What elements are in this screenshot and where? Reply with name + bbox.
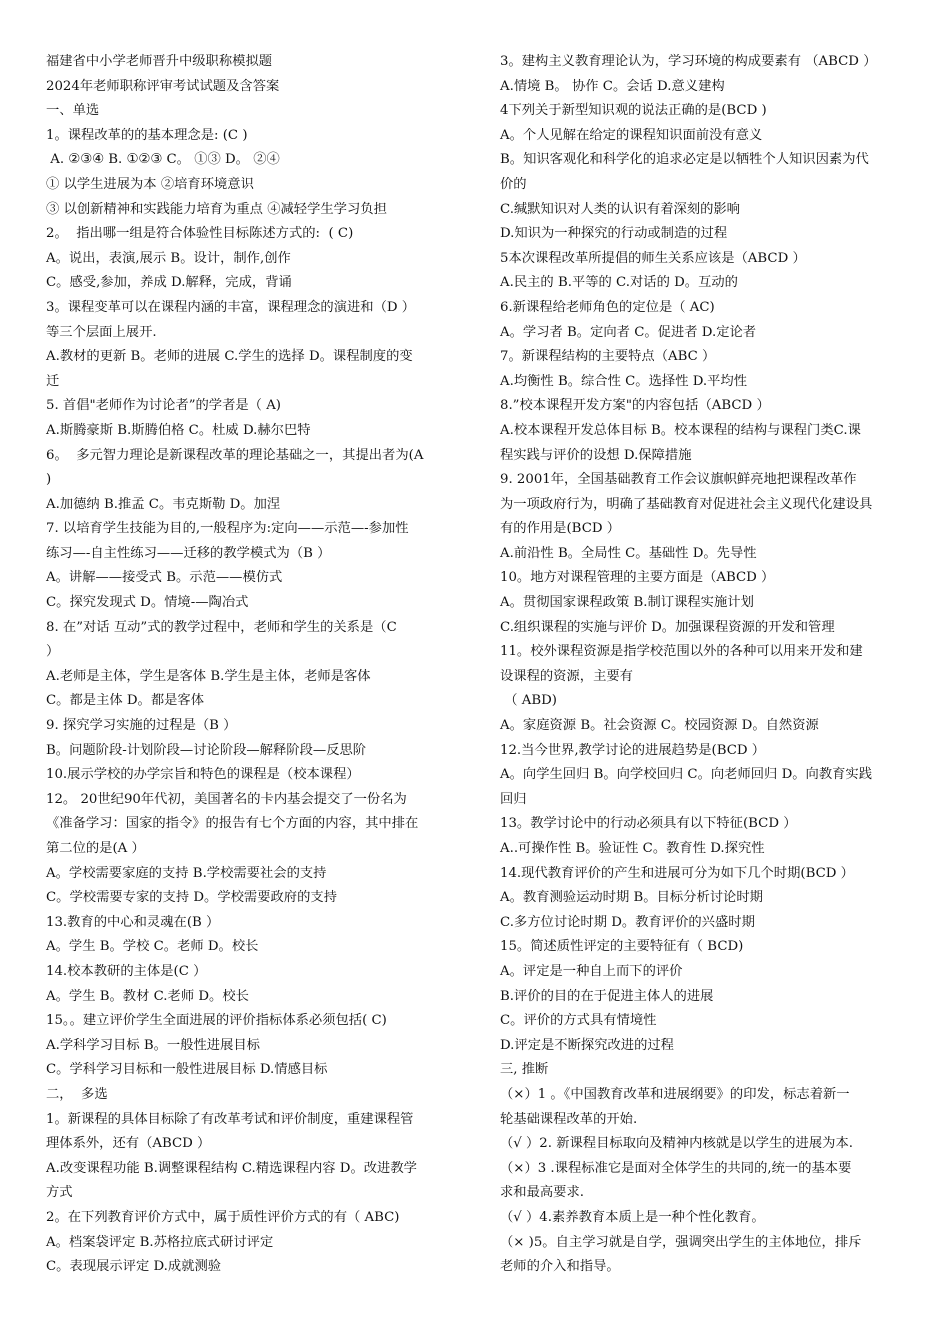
- text-line: A.斯腾豪斯 B.斯腾伯格 C。杜威 D.赫尔巴特: [46, 422, 311, 438]
- text-line: 13.教育的中心和灵魂在(B ）: [46, 914, 220, 930]
- text-line: C.组织课程的实施与评价 D。加强课程资源的开发和管理: [500, 619, 835, 635]
- text-line: A。学生 B。学校 C。老师 D。校长: [46, 939, 259, 955]
- text-line: 14.现代教育评价的产生和进展可分为如下几个时期(BCD ）: [500, 865, 854, 881]
- text-line: C.缄默知识对人类的认识有着深刻的影响: [500, 201, 740, 217]
- text-line: 3。课程变革可以在课程内涵的丰富，课程理念的演进和（D ）: [46, 299, 416, 315]
- text-line: （√ ）2. 新课程目标取向及精神内核就是以学生的进展为本.: [500, 1136, 853, 1152]
- text-line: ① 以学生进展为本 ②培育环境意识: [46, 176, 254, 192]
- text-line: 三, 推断: [500, 1062, 549, 1078]
- text-line: 4下列关于新型知识观的说法正确的是(BCD ): [500, 103, 767, 119]
- text-line: A。向学生回归 B。向学校回归 C。向老师回归 D。向教育实践: [500, 767, 873, 783]
- text-line: A. ②③④ B. ①②③ C。 ①③ D。 ②④: [46, 152, 280, 168]
- text-line: A.校本课程开发总体目标 B。校本课程的结构与课程门类C.课: [500, 422, 861, 438]
- text-line: 理体系外，还有（ABCD ）: [46, 1136, 211, 1152]
- text-line: A.前沿性 B。全局性 C。基础性 D。先导性: [500, 545, 757, 561]
- text-line: 《准备学习：国家的指令》的报告有七个方面的内容，其中排在: [46, 816, 419, 832]
- text-line: 程实践与评价的设想 D.保障措施: [500, 447, 692, 463]
- text-line: 6。 多元智力理论是新课程改革的理论基础之一，其提出者为(A: [46, 447, 424, 463]
- text-line: 有的作用是(BCD ）: [500, 521, 621, 537]
- text-line: 价的: [500, 176, 527, 192]
- text-line: 15。。建立评价学生全面进展的评价指标体系必须包括( C): [46, 1013, 387, 1029]
- text-line: A。说出，表演,展示 B。设计，制作,创作: [46, 250, 291, 266]
- text-line: A.老师是主体，学生是客体 B.学生是主体，老师是客体: [46, 668, 371, 684]
- text-line: 老师的介入和指导。: [500, 1259, 620, 1275]
- text-line: A.情境 B。 协作 C。会话 D.意义建构: [500, 78, 725, 94]
- text-line: 12.当今世界,教学讨论的进展趋势是(BCD ）: [500, 742, 766, 758]
- text-line: 6.新课程给老师角色的定位是（ AC): [500, 299, 715, 315]
- text-line: 2024年老师职称评审考试试题及含答案: [46, 78, 280, 94]
- text-line: A。家庭资源 B。社会资源 C。校园资源 D。自然资源: [500, 718, 819, 734]
- text-line: B。知识客观化和科学化的追求必定是以牺牲个人知识因素为代: [500, 152, 869, 168]
- text-line: 福建省中小学老师晋升中级职称模拟题: [46, 54, 273, 69]
- text-line: 2。在下列教育评价方式中，属于质性评价方式的有（ ABC): [46, 1209, 400, 1225]
- text-line: C。评价的方式具有情境性: [500, 1013, 657, 1029]
- text-line: A.均衡性 B。综合性 C。选择性 D.平均性: [500, 373, 748, 389]
- text-line: 求和最高要求.: [500, 1185, 585, 1201]
- text-line: 3。建构主义教育理论认为，学习环境的构成要素有 （ABCD ）: [500, 54, 877, 69]
- text-line: 5. 首倡"老师作为讨论者”的学者是（ A): [46, 398, 281, 414]
- text-line: 方式: [46, 1185, 73, 1201]
- text-line: D.评定是不断探究改进的过程: [500, 1037, 674, 1053]
- text-line: ③ 以创新精神和实践能力培育为重点 ④减轻学生学习负担: [46, 201, 387, 217]
- text-line: 5本次课程改革所提倡的师生关系应该是（ABCD ）: [500, 250, 806, 266]
- text-line: 9. 探究学习实施的过程是（B ）: [46, 718, 237, 734]
- text-line: C。学校需要专家的支持 D。学校需要政府的支持: [46, 890, 337, 906]
- text-line: 第二位的是(A ）: [46, 841, 145, 856]
- text-line: ): [46, 472, 52, 488]
- text-line: 7。新课程结构的主要特点（ABC ）: [500, 349, 716, 365]
- text-line: A。学习者 B。定向者 C。促进者 D.定论者: [500, 324, 757, 340]
- text-line: （√ ）4.素养教育本质上是一种个性化教育。: [500, 1209, 765, 1225]
- text-line: 10.展示学校的办学宗旨和特色的课程是（校本课程）: [46, 767, 360, 783]
- text-line: ）: [46, 644, 60, 660]
- text-line: 等三个层面上展开.: [46, 324, 157, 340]
- text-line: （×）1 。《中国教育改革和进展纲要》的印发，标志着新一: [500, 1086, 850, 1102]
- text-line: 回归: [500, 791, 527, 807]
- text-line: A.改变课程功能 B.调整课程结构 C.精选课程内容 D。改进教学: [46, 1160, 417, 1176]
- text-line: A。个人见解在给定的课程知识面前没有意义: [500, 127, 763, 143]
- text-line: 轮基础课程改革的开始.: [500, 1111, 638, 1127]
- text-line: 14.校本教研的主体是(C ）: [46, 963, 207, 979]
- text-line: 13。教学讨论中的行动必须具有以下特征(BCD ）: [500, 816, 797, 832]
- text-line: A..可操作性 B。验证性 C。教育性 D.探究性: [500, 841, 765, 856]
- text-line: （× )5。自主学习就是自学，强调突出学生的主体地位，排斥: [500, 1234, 862, 1250]
- text-line: 8. 在”对话 互动”式的教学过程中，老师和学生的关系是（C: [46, 619, 397, 635]
- text-line: （×）3 .课程标准它是面对全体学生的共同的,统一的基本要: [500, 1160, 852, 1176]
- text-line: C。学科学习目标和一般性进展目标 D.情感目标: [46, 1062, 328, 1078]
- text-line: 10。地方对课程管理的主要方面是（ABCD ）: [500, 570, 775, 586]
- text-line: D.知识为一种探究的行动或制造的过程: [500, 226, 728, 242]
- text-line: 迁: [46, 373, 60, 389]
- left-column: [46, 50, 454, 1280]
- text-line: A。贯彻国家课程政策 B.制订课程实施计划: [500, 595, 754, 611]
- text-line: 15。简述质性评定的主要特征有（ BCD): [500, 939, 744, 955]
- text-line: 为一项政府行为，明确了基础教育对促进社会主义现代化建设具: [500, 496, 873, 512]
- text-line: C。都是主体 D。都是客体: [46, 693, 205, 709]
- text-line: B.评价的目的在于促进主体人的进展: [500, 988, 714, 1004]
- text-line: C。探究发现式 D。情境-—陶冶式: [46, 595, 249, 611]
- text-line: 8.”校本课程开发方案"的内容包括（ABCD ）: [500, 398, 770, 414]
- text-line: 11。校外课程资源是指学校范围以外的各种可以用来开发和建: [500, 644, 863, 660]
- text-line: A。学校需要家庭的支持 B.学校需要社会的支持: [46, 865, 327, 881]
- text-line: A。档案袋评定 B.苏格拉底式研讨评定: [46, 1234, 274, 1250]
- text-line: 设课程的资源，主要有: [500, 668, 633, 684]
- text-line: 二， 多选: [46, 1086, 108, 1102]
- text-line: 12。 20世纪90年代初，美国著名的卡内基会提交了一份名为: [46, 791, 407, 807]
- text-line: A.民主的 B.平等的 C.对话的 D。互动的: [500, 275, 738, 291]
- text-line: 1。新课程的具体目标除了有改革考试和评价制度，重建课程管: [46, 1111, 414, 1127]
- text-line: C。表现展示评定 D.成就测验: [46, 1259, 222, 1275]
- text-line: A。讲解——接受式 B。示范——模仿式: [46, 570, 283, 586]
- text-line: 7. 以培育学生技能为目的,一般程序为:定向——示范—-参加性: [46, 521, 409, 537]
- text-line: A。教育测验运动时期 B。目标分析讨论时期: [500, 890, 763, 906]
- text-line: A.加德纳 B.推孟 C。韦克斯勒 D。加涅: [46, 496, 281, 512]
- text-line: A。评定是一种自上而下的评价: [500, 963, 683, 979]
- text-line: 一、单选: [46, 103, 100, 119]
- text-line: A.学科学习目标 B。一般性进展目标: [46, 1037, 260, 1053]
- text-line: C.多方位讨论时期 D。教育评价的兴盛时期: [500, 914, 755, 930]
- text-line: B。问题阶段-计划阶段—讨论阶段—解释阶段—反思阶: [46, 742, 367, 758]
- text-line: A。学生 B。教材 C.老师 D。校长: [46, 988, 249, 1004]
- text-line: C。感受,参加，养成 D.解释，完成，背诵: [46, 275, 292, 291]
- text-line: 2。 指出哪一组是符合体验性目标陈述方式的: ( C): [46, 226, 354, 242]
- text-line: 9. 2001年，全国基础教育工作会议旗帜鲜亮地把课程改革作: [500, 472, 857, 488]
- text-line: 1。课程改革的的基本理念是: (C ): [46, 127, 248, 143]
- text-line: A.教材的更新 B。老师的进展 C.学生的选择 D。课程制度的变: [46, 349, 413, 365]
- right-column: [500, 50, 910, 1280]
- text-line: （ ABD): [500, 693, 557, 709]
- text-line: 练习—-自主性练习——迁移的教学模式为（B ）: [46, 545, 331, 561]
